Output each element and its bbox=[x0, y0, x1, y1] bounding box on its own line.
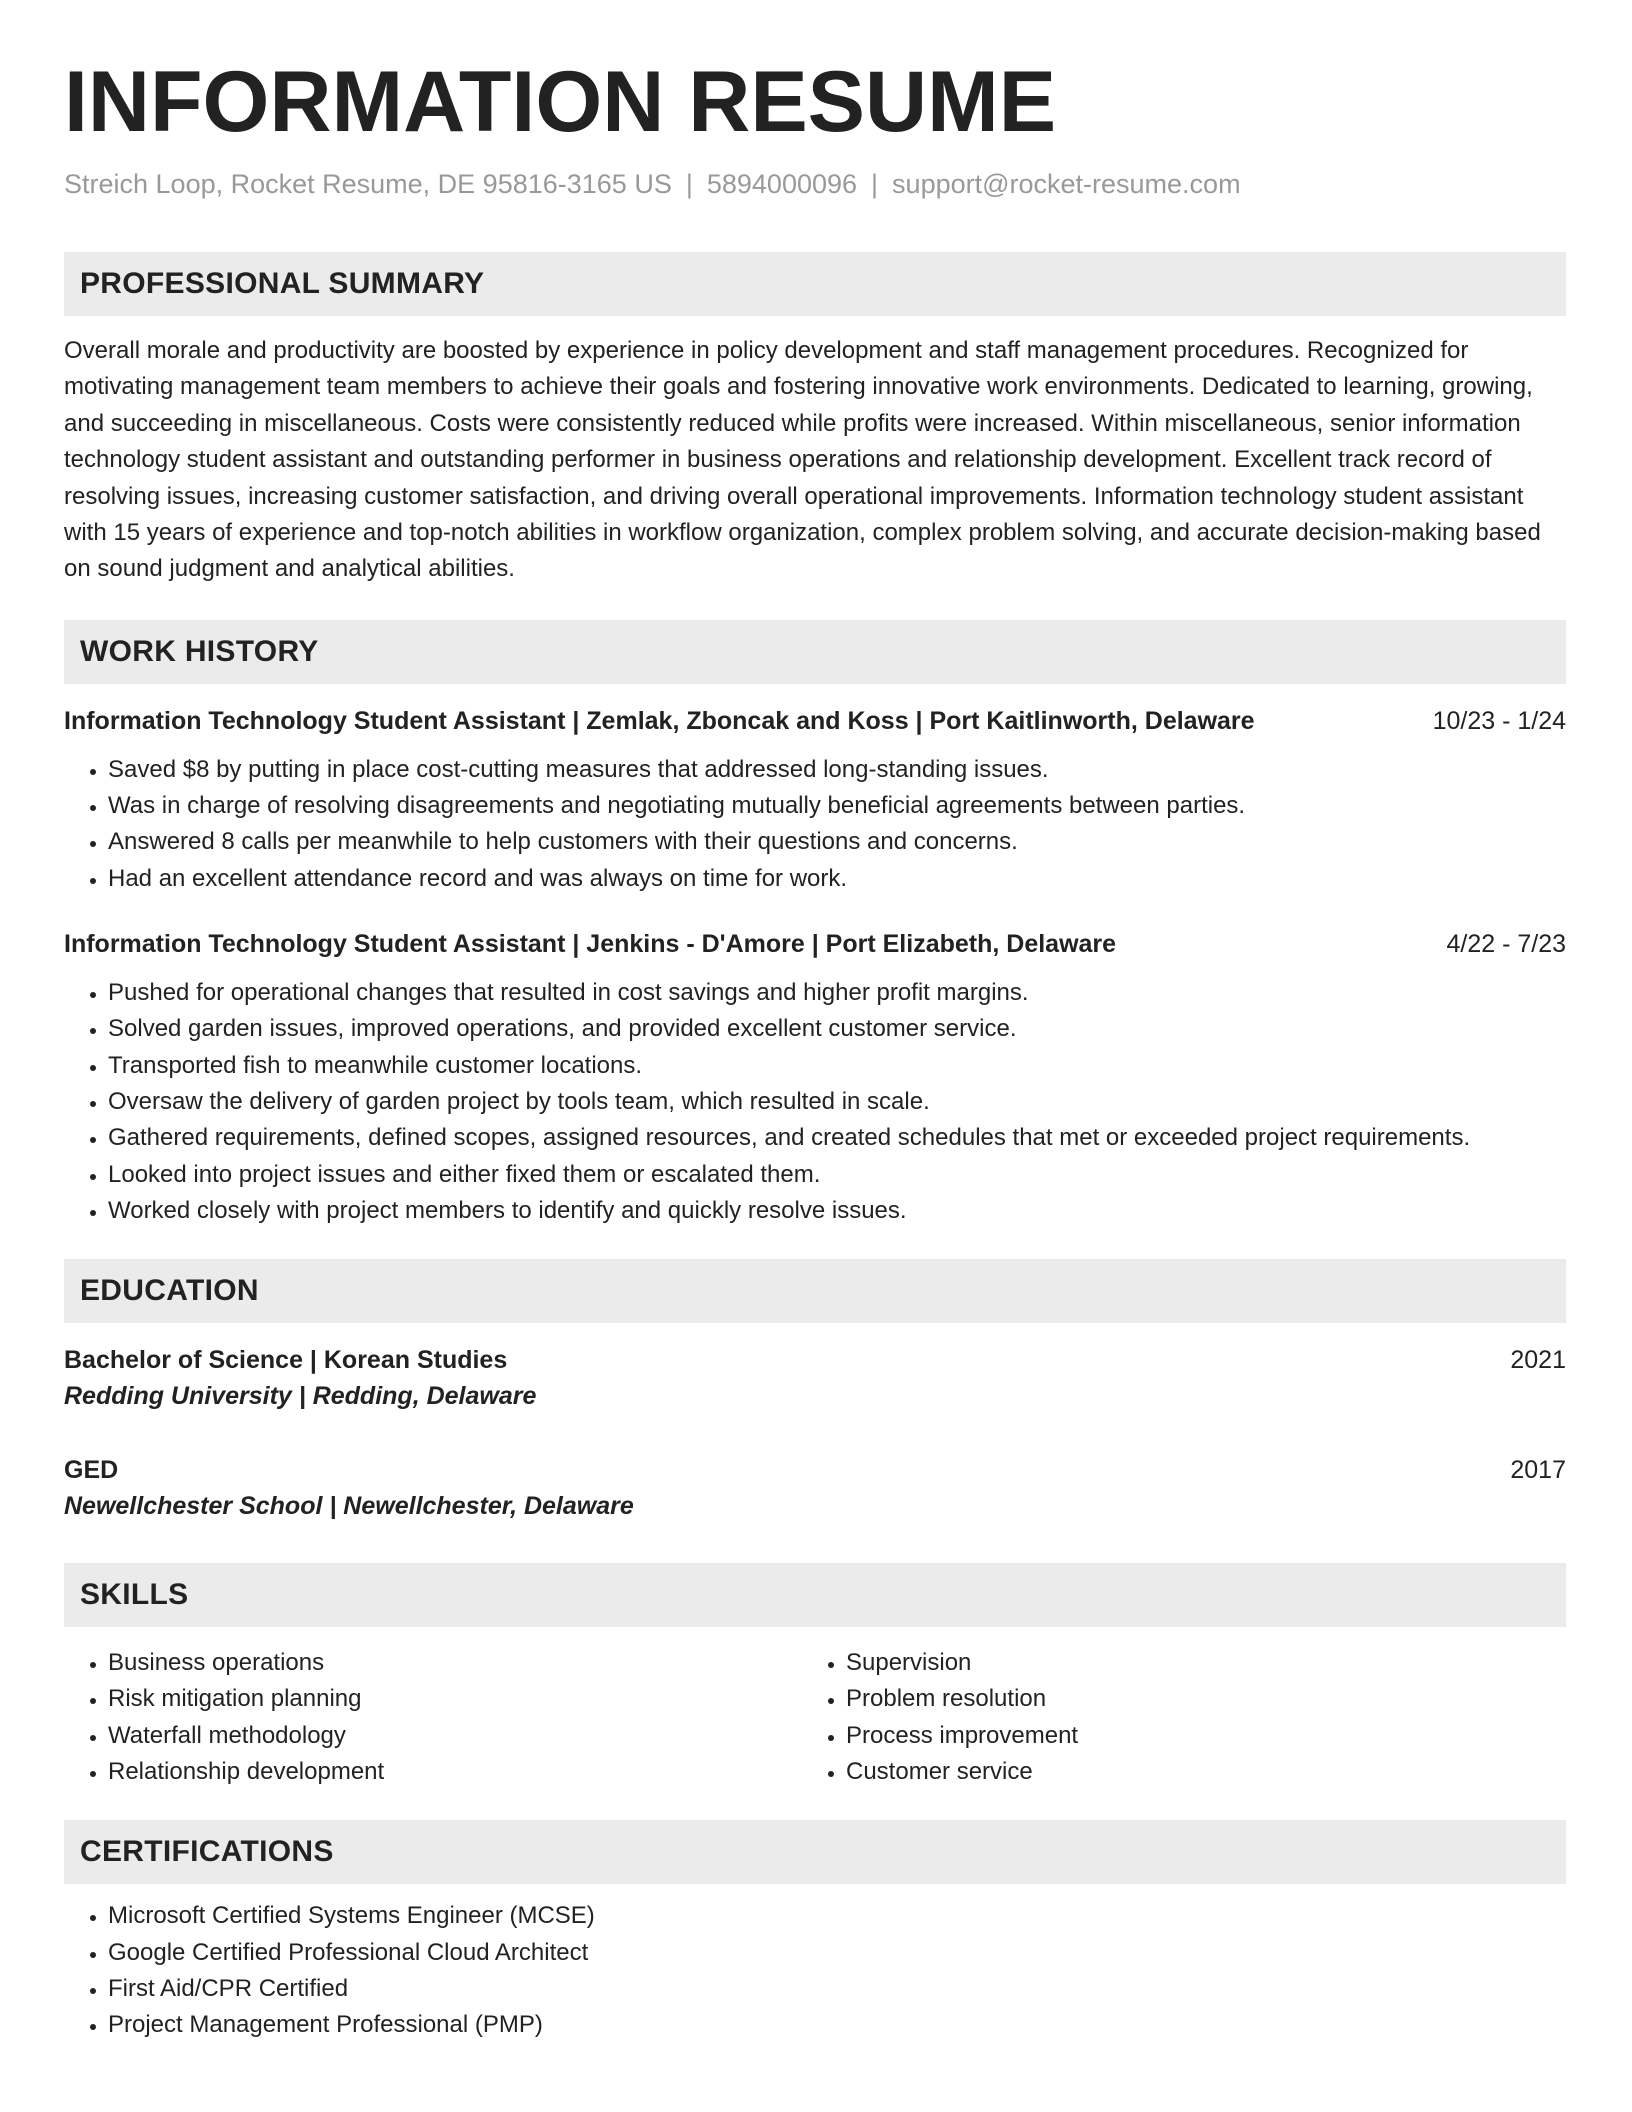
resume-page bbox=[64, 0, 1566, 2043]
skill-item: • Risk mitigation planning bbox=[108, 1681, 802, 1717]
section-header-skills: SKILLS bbox=[64, 1563, 1566, 1627]
skill-item: • Process improvement bbox=[846, 1718, 1540, 1754]
education-header bbox=[64, 1453, 1566, 1487]
job-bullet: • Transported fish to meanwhile customer locations. bbox=[108, 1048, 1566, 1084]
contact-phone: 5894000096 bbox=[706, 169, 858, 199]
job-bullets bbox=[64, 975, 1566, 1229]
job-bullet: • Solved garden issues, improved operations, and provided excellent customer service. bbox=[108, 1011, 1566, 1047]
education-year: 2021 bbox=[1510, 1346, 1566, 1375]
skills-column-left bbox=[64, 1645, 802, 1790]
skills-grid bbox=[64, 1645, 1566, 1790]
skill-item: • Customer service bbox=[846, 1754, 1540, 1790]
section-header-certifications: CERTIFICATIONS bbox=[64, 1820, 1566, 1884]
education-school: Redding University | Redding, Delaware bbox=[64, 1382, 537, 1411]
certification-item: • Project Management Professional (PMP) bbox=[108, 2007, 1566, 2043]
contact-line bbox=[64, 164, 1566, 204]
job-entry bbox=[64, 927, 1566, 1229]
education-year: 2017 bbox=[1510, 1456, 1566, 1485]
job-bullet: • Was in charge of resolving disagreements and negotiating mutually beneficial agreements between parties. bbox=[108, 788, 1566, 824]
section-header-summary: PROFESSIONAL SUMMARY bbox=[64, 252, 1566, 316]
job-bullet: • Looked into project issues and either fixed them or escalated them. bbox=[108, 1157, 1566, 1193]
job-bullet: • Oversaw the delivery of garden project by tools team, which resulted in scale. bbox=[108, 1084, 1566, 1120]
job-header bbox=[64, 927, 1566, 961]
job-bullet: • Had an excellent attendance record and was always on time for work. bbox=[108, 861, 1566, 897]
job-dates: 4/22 - 7/23 bbox=[1446, 930, 1566, 959]
skills-column-right bbox=[802, 1645, 1540, 1790]
education-entry bbox=[64, 1453, 1566, 1525]
skill-item: • Business operations bbox=[108, 1645, 802, 1681]
skill-item: • Relationship development bbox=[108, 1754, 802, 1790]
job-title: Information Technology Student Assistant | Zemlak, Zboncak and Koss | Port Kaitlinworth, Delaware bbox=[64, 706, 1255, 735]
job-bullet: • Worked closely with project members to identify and quickly resolve issues. bbox=[108, 1193, 1566, 1229]
education-entry bbox=[64, 1343, 1566, 1415]
resume-name: INFORMATION RESUME bbox=[64, 54, 1057, 150]
contact-separator: | bbox=[871, 169, 879, 199]
job-bullet: • Gathered requirements, defined scopes, assigned resources, and created schedules that met or exceeded project requirements. bbox=[108, 1120, 1566, 1156]
skill-item: • Waterfall methodology bbox=[108, 1718, 802, 1754]
job-bullet: • Answered 8 calls per meanwhile to help customers with their questions and concerns. bbox=[108, 824, 1566, 860]
job-title: Information Technology Student Assistant | Jenkins - D'Amore | Port Elizabeth, Delaware bbox=[64, 930, 1117, 959]
summary-text: Overall morale and productivity are boosted by experience in policy development and staff management procedures. Recognized for motivating management team members to achieve their goals and fostering innovative work environments. Dedicated to learning, growing, and succeeding in miscellaneous. Costs were consistently reduced while profits were increased. Within miscellaneous, senior information technology student assistant and outstanding performer in business operations and relationship development. Excellent track record of resolving issues, increasing customer satisfaction, and driving overall operational improvements. Information technology student assistant with 15 years of experience and top-notch abilities in workflow organization, complex problem solving, and accurate decision-making based on sound judgment and analytical abilities. bbox=[64, 337, 1541, 583]
contact-separator: | bbox=[685, 169, 693, 199]
job-entry bbox=[64, 704, 1566, 897]
education-degree: GED bbox=[64, 1456, 119, 1485]
contact-email: support@rocket-resume.com bbox=[892, 169, 1241, 199]
job-bullet: • Pushed for operational changes that resulted in cost savings and higher profit margins. bbox=[108, 975, 1566, 1011]
skill-item: • Supervision bbox=[846, 1645, 1540, 1681]
job-bullet: • Saved $8 by putting in place cost-cutting measures that addressed long-standing issues. bbox=[108, 752, 1566, 788]
contact-address: Streich Loop, Rocket Resume, DE 95816-3165 US bbox=[64, 169, 672, 199]
education-degree: Bachelor of Science | Korean Studies bbox=[64, 1346, 508, 1375]
job-dates: 10/23 - 1/24 bbox=[1432, 706, 1566, 735]
education-school: Newellchester School | Newellchester, Delaware bbox=[64, 1492, 634, 1521]
certification-item: • Google Certified Professional Cloud Architect bbox=[108, 1935, 1566, 1971]
certification-item: • First Aid/CPR Certified bbox=[108, 1971, 1566, 2007]
certification-item: • Microsoft Certified Systems Engineer (MCSE) bbox=[108, 1898, 1566, 1934]
section-header-work-history: WORK HISTORY bbox=[64, 620, 1566, 684]
certifications-list bbox=[64, 1898, 1566, 2043]
section-header-education: EDUCATION bbox=[64, 1259, 1566, 1323]
skill-item: • Problem resolution bbox=[846, 1681, 1540, 1717]
job-header bbox=[64, 704, 1566, 738]
job-bullets bbox=[64, 752, 1566, 897]
education-header bbox=[64, 1343, 1566, 1377]
